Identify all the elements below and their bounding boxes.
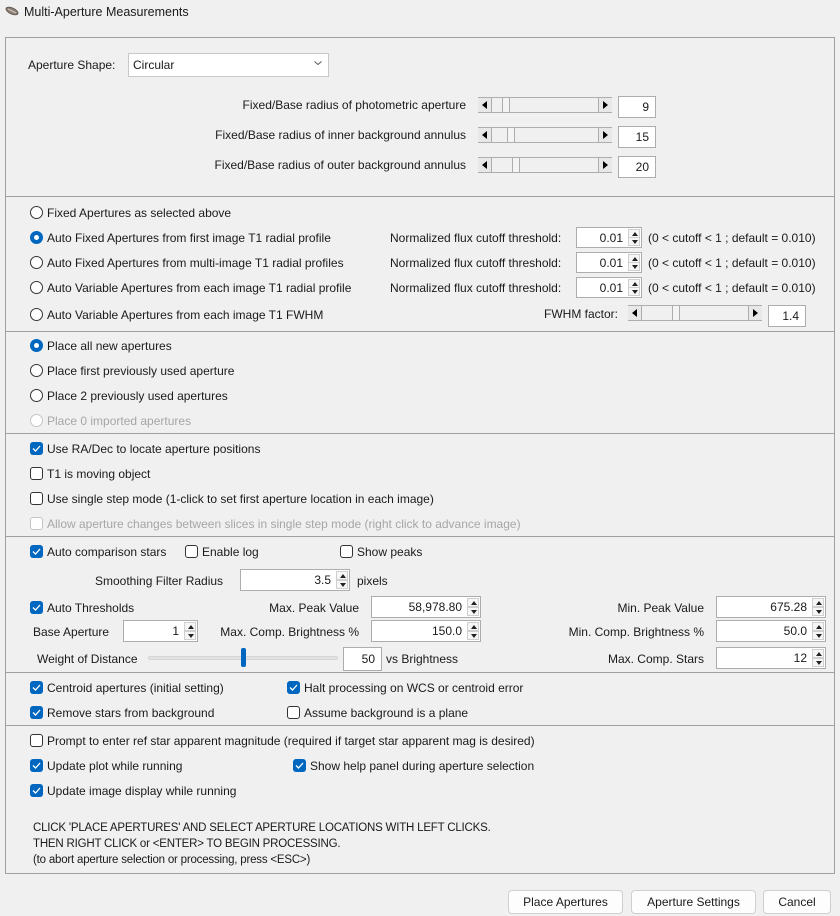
spin-down-button[interactable] <box>628 262 640 271</box>
arrow-up-icon <box>632 232 638 236</box>
radio-auto-fixed-multi-image[interactable] <box>30 256 43 269</box>
spin-down-button[interactable] <box>467 607 479 616</box>
arrow-down-icon <box>816 661 822 665</box>
smoothing-radius-spinner[interactable] <box>240 569 350 591</box>
arrow-down-icon <box>340 583 346 587</box>
centroid-apertures-label: Centroid apertures (initial setting) <box>47 681 224 695</box>
checkmark-icon <box>295 762 304 769</box>
checkbox-use-radec[interactable] <box>30 442 43 455</box>
checkmark-icon <box>32 548 41 555</box>
max-comp-stars-value: 12 <box>793 651 807 665</box>
divider <box>5 331 835 332</box>
radio-place-all-new[interactable] <box>30 339 43 352</box>
photometric-radius-label: Fixed/Base radius of photometric aperture <box>242 98 466 112</box>
scroll-left-button[interactable] <box>478 158 492 172</box>
checkbox-show-peaks[interactable] <box>340 545 353 558</box>
checkbox-moving-object[interactable] <box>30 467 43 480</box>
auto-fixed-first-image-label: Auto Fixed Apertures from first image T1 radial profile <box>47 231 331 245</box>
single-step-label: Use single step mode (1-click to set first aperture location in each image) <box>47 492 434 506</box>
spin-down-button[interactable] <box>812 631 824 640</box>
base-aperture-label: Base Aperture <box>33 625 110 639</box>
use-radec-label: Use RA/Dec to locate aperture positions <box>47 442 261 456</box>
divider <box>5 725 835 726</box>
spin-up-button[interactable] <box>812 622 824 631</box>
show-help-panel-label: Show help panel during aperture selection <box>310 759 535 773</box>
assume-plane-label: Assume background is a plane <box>304 706 469 720</box>
min-peak-spinner[interactable] <box>716 596 826 618</box>
outer-annulus-label: Fixed/Base radius of outer background annulus <box>214 158 466 172</box>
arrow-down-icon <box>816 634 822 638</box>
base-aperture-spinner[interactable] <box>123 620 198 642</box>
min-comp-brightness-value: 50.0 <box>783 624 807 638</box>
cutoff-threshold-spinner[interactable] <box>576 252 642 273</box>
arrow-down-icon <box>471 634 477 638</box>
max-peak-label: Max. Peak Value <box>269 601 359 615</box>
smoothing-radius-label: Smoothing Filter Radius <box>95 574 224 588</box>
radio-place-2-previous[interactable] <box>30 389 43 402</box>
spin-down-button[interactable] <box>628 287 640 296</box>
scroll-right-button[interactable] <box>748 306 762 320</box>
checkbox-halt-processing[interactable] <box>287 681 300 694</box>
spin-up-button[interactable] <box>812 598 824 607</box>
inner-annulus-scrollbar[interactable] <box>478 127 612 143</box>
show-peaks-label: Show peaks <box>357 545 423 559</box>
auto-variable-fwhm-label: Auto Variable Apertures from each image T1 FWHM <box>47 308 324 322</box>
chevron-down-icon <box>314 59 322 67</box>
scroll-left-button[interactable] <box>478 98 492 112</box>
checkbox-prompt-magnitude[interactable] <box>30 734 43 747</box>
checkbox-enable-log[interactable] <box>185 545 198 558</box>
scroll-left-button[interactable] <box>478 128 492 142</box>
radio-fixed-apertures[interactable] <box>30 206 43 219</box>
cutoff-threshold-spinner[interactable] <box>576 227 642 248</box>
radio-auto-variable-fwhm[interactable] <box>30 308 43 321</box>
checkmark-icon <box>32 762 41 769</box>
arrow-down-icon <box>816 610 822 614</box>
checkbox-centroid-apertures[interactable] <box>30 681 43 694</box>
checkmark-icon <box>289 684 298 691</box>
min-comp-brightness-spinner[interactable] <box>716 620 826 642</box>
scroll-right-button[interactable] <box>598 98 612 112</box>
auto-comp-stars-label: Auto comparison stars <box>47 545 167 559</box>
spin-down-button[interactable] <box>184 631 196 640</box>
scrollbar-thumb[interactable] <box>507 127 515 143</box>
divider <box>5 196 835 197</box>
update-plot-label: Update plot while running <box>47 759 183 773</box>
max-comp-brightness-spinner[interactable] <box>371 620 481 642</box>
outer-annulus-scrollbar[interactable] <box>478 157 612 173</box>
spin-down-button[interactable] <box>467 631 479 640</box>
aperture-shape-label: Aperture Shape: <box>28 58 116 72</box>
inner-annulus-input[interactable]: 15 <box>618 126 656 148</box>
spin-up-button[interactable] <box>184 622 196 631</box>
arrow-up-icon <box>632 282 638 286</box>
arrow-down-icon <box>471 610 477 614</box>
arrow-down-icon <box>632 265 638 269</box>
arrow-right-icon <box>603 161 608 169</box>
cutoff-threshold-value: 0.01 <box>599 256 623 270</box>
spin-down-button[interactable] <box>812 607 824 616</box>
weight-distance-label: Weight of Distance <box>37 652 138 666</box>
cutoff-hint: (0 < cutoff < 1 ; default = 0.010) <box>648 256 816 270</box>
window-title: Multi-Aperture Measurements <box>24 5 189 19</box>
radio-auto-fixed-first-image[interactable] <box>30 231 43 244</box>
base-aperture-value: 1 <box>172 624 179 638</box>
spin-down-button[interactable] <box>336 580 348 589</box>
checkbox-show-help-panel[interactable] <box>293 759 306 772</box>
auto-variable-radial-label: Auto Variable Apertures from each image T1 radial profile <box>47 281 352 295</box>
inner-annulus-label: Fixed/Base radius of inner background annulus <box>215 128 466 142</box>
aperture-shape-value: Circular <box>133 58 175 72</box>
checkbox-allow-aperture-changes <box>30 517 43 530</box>
enable-log-label: Enable log <box>202 545 259 559</box>
radio-auto-variable-radial[interactable] <box>30 281 43 294</box>
checkbox-auto-thresholds[interactable] <box>30 601 43 614</box>
checkmark-icon <box>32 684 41 691</box>
arrow-left-icon <box>632 309 637 317</box>
spin-up-button[interactable] <box>467 622 479 631</box>
checkbox-update-plot[interactable] <box>30 759 43 772</box>
cutoff-threshold-value: 0.01 <box>599 281 623 295</box>
place-first-previous-label: Place first previously used aperture <box>47 364 235 378</box>
arrow-up-icon <box>632 257 638 261</box>
arrow-down-icon <box>632 240 638 244</box>
max-comp-brightness-value: 150.0 <box>431 624 462 638</box>
arrow-right-icon <box>603 131 608 139</box>
max-comp-brightness-label: Max. Comp. Brightness % <box>220 625 359 639</box>
smoothing-radius-value: 3.5 <box>314 573 331 587</box>
scrollbar-thumb[interactable] <box>672 305 680 321</box>
update-image-label: Update image display while running <box>47 784 237 798</box>
divider <box>5 433 835 434</box>
cutoff-threshold-spinner[interactable] <box>576 277 642 298</box>
checkbox-remove-stars[interactable] <box>30 706 43 719</box>
checkmark-icon <box>32 709 41 716</box>
auto-fixed-multi-image-label: Auto Fixed Apertures from multi-image T1 radial profiles <box>47 256 344 270</box>
scrollbar-thumb[interactable] <box>512 157 520 173</box>
max-peak-value: 58,978.80 <box>408 600 462 614</box>
cutoff-threshold-label: Normalized flux cutoff threshold: <box>390 231 562 245</box>
outer-annulus-input[interactable]: 20 <box>618 156 656 178</box>
telescope-app-icon <box>5 6 19 16</box>
place-all-new-label: Place all new apertures <box>47 339 172 353</box>
cutoff-hint: (0 < cutoff < 1 ; default = 0.010) <box>648 281 816 295</box>
prompt-magnitude-label: Prompt to enter ref star apparent magnitude (required if target star apparent mag is desired) <box>47 734 535 748</box>
allow-aperture-changes-label: Allow aperture changes between slices in single step mode (right click to advance image) <box>47 517 521 531</box>
arrow-up-icon <box>188 625 194 629</box>
place-apertures-button[interactable]: Place Apertures <box>508 890 623 914</box>
remove-stars-label: Remove stars from background <box>47 706 215 720</box>
checkbox-single-step[interactable] <box>30 492 43 505</box>
instruction-line: CLICK 'PLACE APERTURES' AND SELECT APERTURE LOCATIONS WITH LEFT CLICKS. <box>33 822 491 834</box>
fwhm-factor-input[interactable]: 1.4 <box>768 305 806 327</box>
arrow-up-icon <box>816 625 822 629</box>
arrow-up-icon <box>471 625 477 629</box>
arrow-right-icon <box>753 309 758 317</box>
radio-place-imported <box>30 414 43 427</box>
place-imported-label: Place 0 imported apertures <box>47 414 192 428</box>
fwhm-factor-label: FWHM factor: <box>544 307 618 321</box>
weight-suffix-label: vs Brightness <box>386 652 459 666</box>
spin-up-button[interactable] <box>812 649 824 658</box>
scrollbar-thumb[interactable] <box>502 97 510 113</box>
arrow-up-icon <box>816 601 822 605</box>
aperture-settings-button[interactable]: Aperture Settings <box>631 890 756 914</box>
max-comp-stars-label: Max. Comp. Stars <box>607 652 704 666</box>
place-2-previous-label: Place 2 previously used apertures <box>47 389 228 403</box>
arrow-left-icon <box>482 131 487 139</box>
smoothing-unit-label: pixels <box>357 574 388 588</box>
cutoff-threshold-label: Normalized flux cutoff threshold: <box>390 281 562 295</box>
arrow-down-icon <box>188 634 194 638</box>
checkmark-icon <box>32 445 41 452</box>
min-peak-value: 675.28 <box>770 600 807 614</box>
scroll-left-button[interactable] <box>628 306 642 320</box>
photometric-radius-input[interactable]: 9 <box>618 96 656 118</box>
title-bar <box>0 0 840 28</box>
weight-value-input[interactable]: 50 <box>343 647 382 671</box>
weight-slider-thumb[interactable] <box>241 648 246 667</box>
min-comp-brightness-label: Min. Comp. Brightness % <box>568 625 704 639</box>
radio-place-first-previous[interactable] <box>30 364 43 377</box>
spin-up-button[interactable] <box>467 598 479 607</box>
cancel-button[interactable]: Cancel <box>763 890 831 914</box>
min-peak-label: Min. Peak Value <box>617 601 704 615</box>
max-peak-spinner[interactable] <box>371 596 481 618</box>
checkmark-icon <box>32 787 41 794</box>
divider <box>5 672 835 673</box>
moving-object-label: T1 is moving object <box>47 467 151 481</box>
cutoff-threshold-label: Normalized flux cutoff threshold: <box>390 256 562 270</box>
scroll-right-button[interactable] <box>598 128 612 142</box>
arrow-up-icon <box>340 574 346 578</box>
cutoff-hint: (0 < cutoff < 1 ; default = 0.010) <box>648 231 816 245</box>
fwhm-factor-scrollbar[interactable] <box>628 305 762 321</box>
checkbox-update-image[interactable] <box>30 784 43 797</box>
arrow-down-icon <box>632 290 638 294</box>
cutoff-threshold-value: 0.01 <box>599 231 623 245</box>
instruction-line: THEN RIGHT CLICK or <ENTER> TO BEGIN PROCESSING. <box>33 838 341 850</box>
aperture-shape-dropdown[interactable] <box>128 53 329 77</box>
arrow-up-icon <box>471 601 477 605</box>
instruction-line: (to abort aperture selection or processing, press <ESC>) <box>33 854 311 866</box>
checkmark-icon <box>32 604 41 611</box>
scroll-right-button[interactable] <box>598 158 612 172</box>
arrow-left-icon <box>482 161 487 169</box>
fixed-apertures-label: Fixed Apertures as selected above <box>47 206 232 220</box>
max-comp-stars-spinner[interactable] <box>716 647 826 669</box>
arrow-up-icon <box>816 652 822 656</box>
checkbox-auto-comp-stars[interactable] <box>30 545 43 558</box>
auto-thresholds-label: Auto Thresholds <box>47 601 135 615</box>
arrow-right-icon <box>603 101 608 109</box>
spin-up-button[interactable] <box>336 571 348 580</box>
checkbox-assume-plane[interactable] <box>287 706 300 719</box>
arrow-left-icon <box>482 101 487 109</box>
spin-down-button[interactable] <box>628 237 640 246</box>
photometric-radius-scrollbar[interactable] <box>478 97 612 113</box>
divider <box>5 536 835 537</box>
spin-down-button[interactable] <box>812 658 824 667</box>
halt-processing-label: Halt processing on WCS or centroid error <box>304 681 524 695</box>
